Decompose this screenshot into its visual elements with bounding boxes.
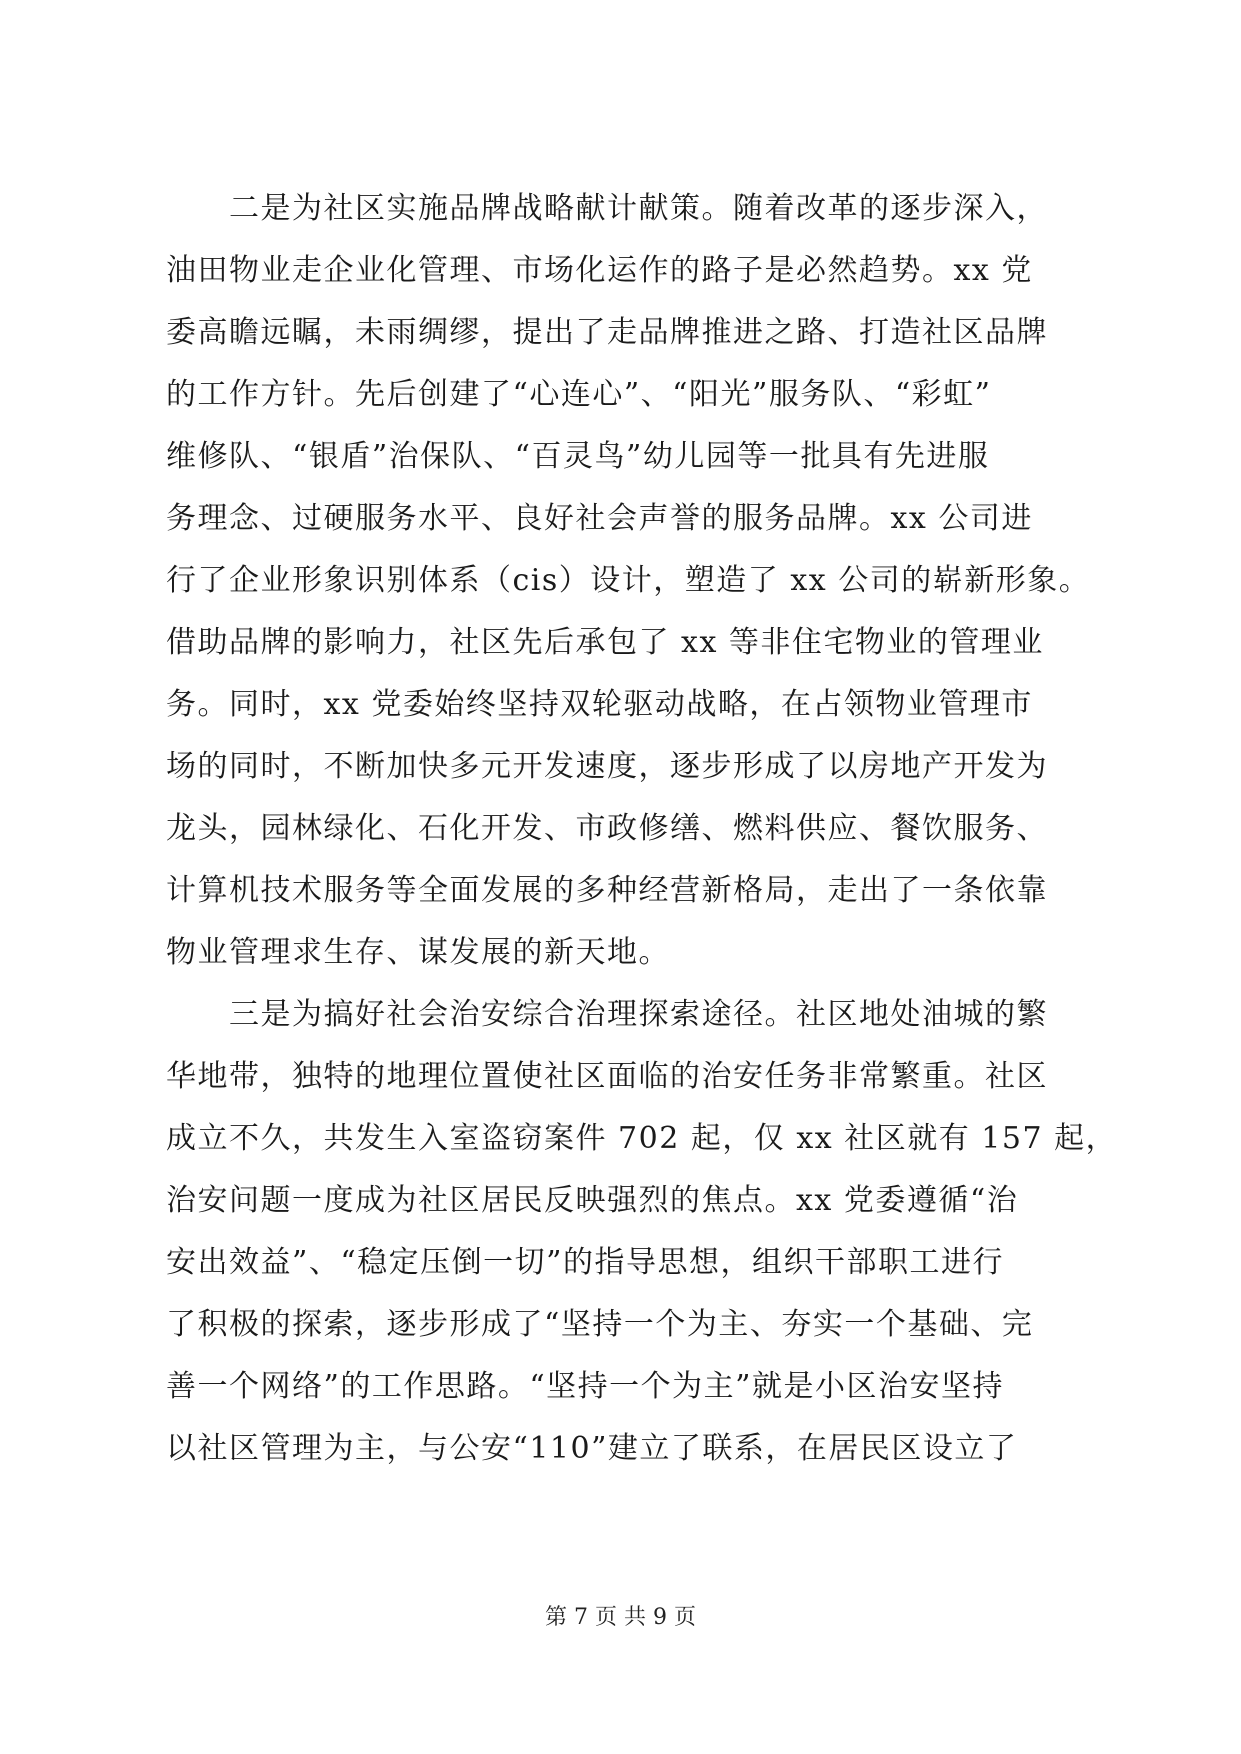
text-line: 的工作方针。先后创建了“心连心”、“阳光”服务队、“彩虹” [166,377,992,412]
text-line: 二是为社区实施品牌战略献计献策。随着改革的逐步深入， [166,191,1048,226]
text-line: 计算机技术服务等全面发展的多种经营新格局，走出了一条依靠 [166,873,1048,908]
text-line: 治安问题一度成为社区居民反映强烈的焦点。xx 党委遵循“治 [166,1183,1019,1218]
text-line: 场的同时，不断加快多元开发速度，逐步形成了以房地产开发为 [166,749,1048,784]
text-line: 行了企业形象识别体系（cis）设计，塑造了 xx 公司的崭新形象。 [166,563,1091,598]
body-text [166,178,1118,1480]
page-number-footer: 第 7 页 共 9 页 [545,1605,696,1630]
text-line: 华地带，独特的地理位置使社区面临的治安任务非常繁重。社区 [166,1059,1048,1094]
text-line: 维修队、“银盾”治保队、“百灵鸟”幼儿园等一批具有先进服 [166,439,990,474]
text-line: 善一个网络”的工作思路。“坚持一个为主”就是小区治安坚持 [166,1369,1005,1404]
text-line: 龙头，园林绿化、石化开发、市政修缮、燃料供应、餐饮服务、 [166,811,1048,846]
text-line: 油田物业走企业化管理、市场化运作的路子是必然趋势。xx 党 [166,253,1033,288]
text-line: 三是为搞好社会治安综合治理探索途径。社区地处油城的繁 [166,997,1048,1032]
text-line: 安出效益”、“稳定压倒一切”的指导思想，组织干部职工进行 [166,1245,1005,1280]
text-line: 务。同时，xx 党委始终坚持双轮驱动战略，在占领物业管理市 [166,687,1033,722]
text-line: 成立不久，共发生入室盗窃案件 702 起，仅 xx 社区就有 157 起， [166,1121,1118,1156]
text-line: 借助品牌的影响力，社区先后承包了 xx 等非住宅物业的管理业 [166,625,1044,660]
text-line: 务理念、过硬服务水平、良好社会声誉的服务品牌。xx 公司进 [166,501,1033,536]
text-line: 委高瞻远瞩，未雨绸缪，提出了走品牌推进之路、打造社区品牌 [166,315,1048,350]
text-line: 物业管理求生存、谋发展的新天地。 [166,935,670,970]
text-line: 以社区管理为主，与公安“110”建立了联系，在居民区设立了 [166,1431,1018,1466]
text-line: 了积极的探索，逐步形成了“坚持一个为主、夯实一个基础、完 [166,1307,1034,1342]
